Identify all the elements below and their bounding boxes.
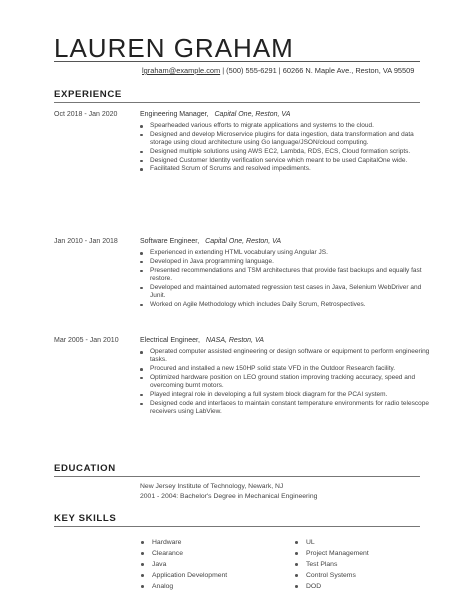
job-dates: Jan 2010 - Jan 2018 <box>54 238 118 245</box>
skill-item: Clearance <box>140 548 227 559</box>
bullet-item: Designed Customer Identity verification service which meant to be used CapitalOne wide. <box>140 157 430 165</box>
skills-column-left <box>140 537 227 592</box>
job-company: Capital One, Reston, VA <box>214 111 291 118</box>
education-school: New Jersey Institute of Technology, Newark, NJ <box>140 483 284 490</box>
experience-heading: EXPERIENCE <box>54 89 122 100</box>
bullet-item: Designed code and interfaces to maintain constant temperature environments for radio telescope receivers using LabView. <box>140 400 430 416</box>
contact-line <box>142 66 414 75</box>
bullet-item: Optimized hardware position on LEO ground station improving tracking accuracy, speed and overcoming burnt motors. <box>140 374 430 390</box>
job-title <box>140 337 264 344</box>
job-bullets <box>140 348 430 417</box>
job-company: NASA, Reston, VA <box>205 337 264 344</box>
skill-item: Application Development <box>140 570 227 581</box>
skills-column-right <box>294 537 369 592</box>
skill-item: DOD <box>294 581 369 592</box>
experience-divider <box>54 102 420 103</box>
bullet-item: Operated computer assisted engineering or design software or equipment to perform engineering tasks. <box>140 348 430 364</box>
job-bullets <box>140 249 430 309</box>
job-bullets <box>140 122 430 174</box>
contact-details: | (500) 555-6291 | 60266 N. Maple Ave., Reston, VA 95509 <box>220 66 415 75</box>
job-title <box>140 111 290 118</box>
bullet-item: Played integral role in developing a full system block diagram for the PCAI system. <box>140 391 430 399</box>
bullet-item: Presented recommendations and TSM architectures that provide fast backups and equally fast restore. <box>140 267 430 283</box>
job-dates: Oct 2018 - Jan 2020 <box>54 111 118 118</box>
job-company: Capital One, Reston, VA <box>205 238 282 245</box>
candidate-name: LAUREN GRAHAM <box>54 33 294 63</box>
skill-item: Control Systems <box>294 570 369 581</box>
bullet-item: Worked on Agile Methodology which includes Daily Scrum, Retrospectives. <box>140 301 430 309</box>
education-degree: 2001 - 2004: Bachelor's Degree in Mechanical Engineering <box>140 493 318 500</box>
bullet-item: Experienced in extending HTML vocabulary using Angular JS. <box>140 249 430 257</box>
bullet-item: Developed and maintained automated regression test cases in Java, Selenium WebDriver and Junit. <box>140 284 430 300</box>
skills-divider <box>54 526 420 527</box>
bullet-item: Designed and develop Microservice plugins for data ingestion, data transformation and data storage using cloud architecture using Go language/JSON/cloud computing. <box>140 131 430 147</box>
education-divider <box>54 476 420 477</box>
job-dates: Mar 2005 - Jan 2010 <box>54 337 119 344</box>
skills-heading: KEY SKILLS <box>54 513 117 524</box>
skill-item: Java <box>140 559 227 570</box>
skill-item: UL <box>294 537 369 548</box>
header-divider <box>54 61 420 62</box>
email-link[interactable]: lgraham@example.com <box>142 66 221 75</box>
bullet-item: Spearheaded various efforts to migrate applications and systems to the cloud. <box>140 122 430 130</box>
bullet-item: Procured and installed a new 150HP solid state VFD in the Outdoor Research facility. <box>140 365 430 373</box>
skill-item: Hardware <box>140 537 227 548</box>
skill-item: Project Management <box>294 548 369 559</box>
bullet-item: Developed in Java programming language. <box>140 258 430 266</box>
skill-item: Test Plans <box>294 559 369 570</box>
skill-item: Analog <box>140 581 227 592</box>
bullet-item: Facilitated Scrum of Scrums and resolved impediments. <box>140 165 430 173</box>
job-role: Electrical Engineer, <box>140 337 200 344</box>
job-role: Software Engineer, <box>140 238 200 245</box>
job-role: Engineering Manager, <box>140 111 209 118</box>
bullet-item: Designed multiple solutions using AWS EC2, Lambda, RDS, ECS, Cloud formation scripts. <box>140 148 430 156</box>
job-title <box>140 238 281 245</box>
education-heading: EDUCATION <box>54 463 116 474</box>
